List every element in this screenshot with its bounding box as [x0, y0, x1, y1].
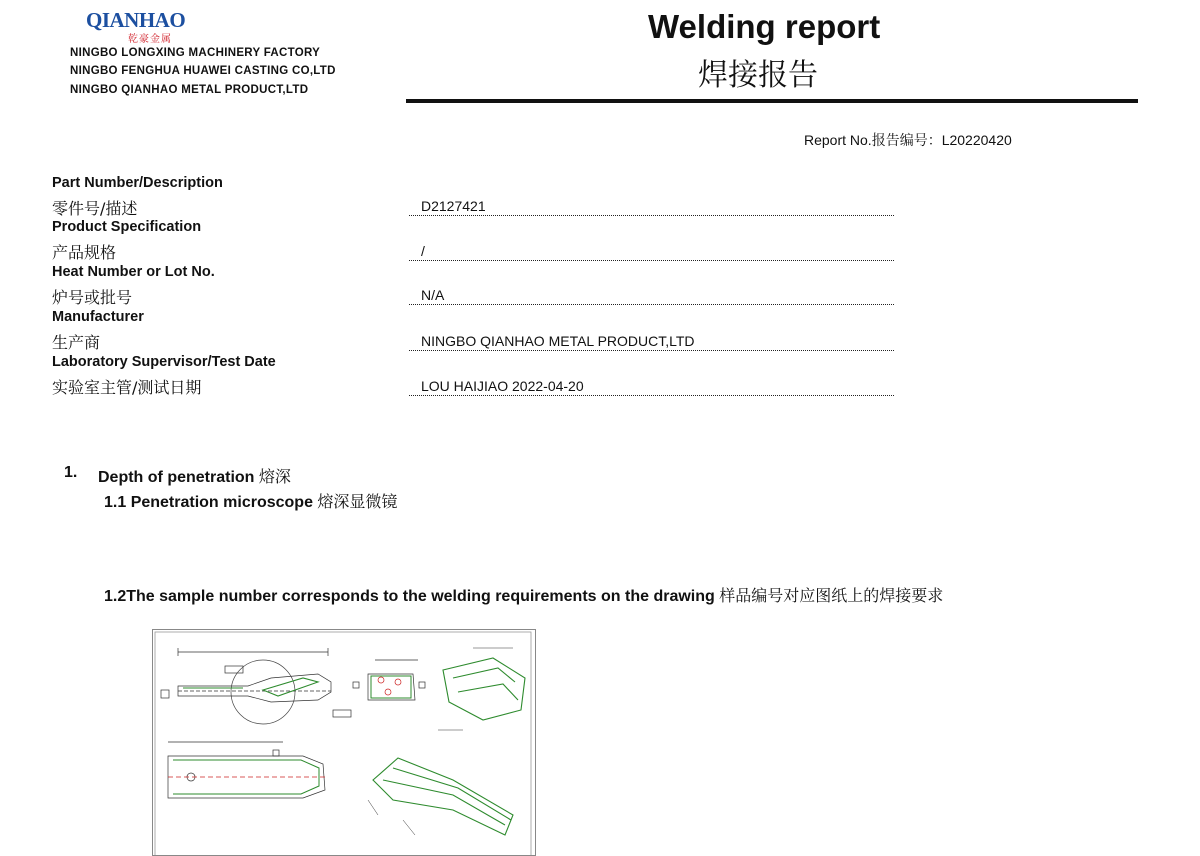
report-number: Report No.报告编号：L20220420: [804, 132, 1012, 148]
section-title-en: 1.1 Penetration microscope: [104, 494, 313, 511]
section-title-en: Depth of penetration: [98, 469, 255, 486]
field-label-part-number-cn: 零件号/描述: [52, 199, 138, 218]
logo-subtitle: 乾豪金属: [128, 34, 172, 45]
report-title-cn: 焊接报告: [698, 58, 818, 93]
section-title-cn: 熔深: [258, 467, 291, 486]
technical-drawing: [152, 629, 536, 856]
drawing-image: [153, 630, 535, 855]
logo-wordmark: QIANHAO: [86, 8, 186, 32]
field-label-supervisor-cn: 实验室主管/测试日期: [52, 378, 202, 397]
section-1-2-heading: [104, 583, 943, 606]
field-label-heat-number-cn: 炉号或批号: [52, 288, 133, 307]
field-label-manufacturer-en: Manufacturer: [52, 309, 144, 325]
company-name-1: NINGBO LONGXING MACHINERY FACTORY: [70, 47, 321, 59]
section-1-heading: [64, 464, 291, 486]
field-value-manufacturer: [409, 330, 894, 351]
field-value-specification: [409, 240, 894, 261]
field-value-text: NINGBO QIANHAO METAL PRODUCT,LTD: [421, 333, 695, 349]
section-title-en: 1.2The sample number corresponds to the welding requirements on the drawing: [104, 588, 715, 605]
field-value-part-number: [409, 195, 894, 216]
company-name-3: NINGBO QIANHAO METAL PRODUCT,LTD: [70, 84, 309, 96]
field-value-text: LOU HAIJIAO 2022-04-20: [421, 378, 584, 394]
field-label-heat-number-en: Heat Number or Lot No.: [52, 264, 215, 280]
field-label-part-number-en: Part Number/Description: [52, 175, 223, 191]
section-1-1-heading: [104, 489, 397, 512]
section-title-cn: 样品编号对应图纸上的焊接要求: [719, 586, 944, 605]
section-number: 1.: [64, 464, 78, 481]
field-label-specification-en: Product Specification: [52, 219, 202, 235]
field-value-text: /: [421, 243, 425, 259]
field-label-manufacturer-cn: 生产商: [52, 333, 101, 352]
section-title-cn: 熔深显微镜: [317, 492, 398, 511]
header-divider: [406, 99, 1138, 103]
field-value-text: N/A: [421, 287, 445, 303]
field-value-supervisor: [409, 375, 894, 396]
field-label-supervisor-en: Laboratory Supervisor/Test Date: [52, 354, 276, 370]
company-name-2: NINGBO FENGHUA HUAWEI CASTING CO,LTD: [70, 65, 336, 77]
field-value-heat-number: [409, 284, 894, 305]
company-logo: [86, 8, 196, 44]
field-value-text: D2127421: [421, 198, 486, 214]
report-title-en: Welding report: [648, 8, 881, 45]
field-label-specification-cn: 产品规格: [52, 243, 117, 262]
